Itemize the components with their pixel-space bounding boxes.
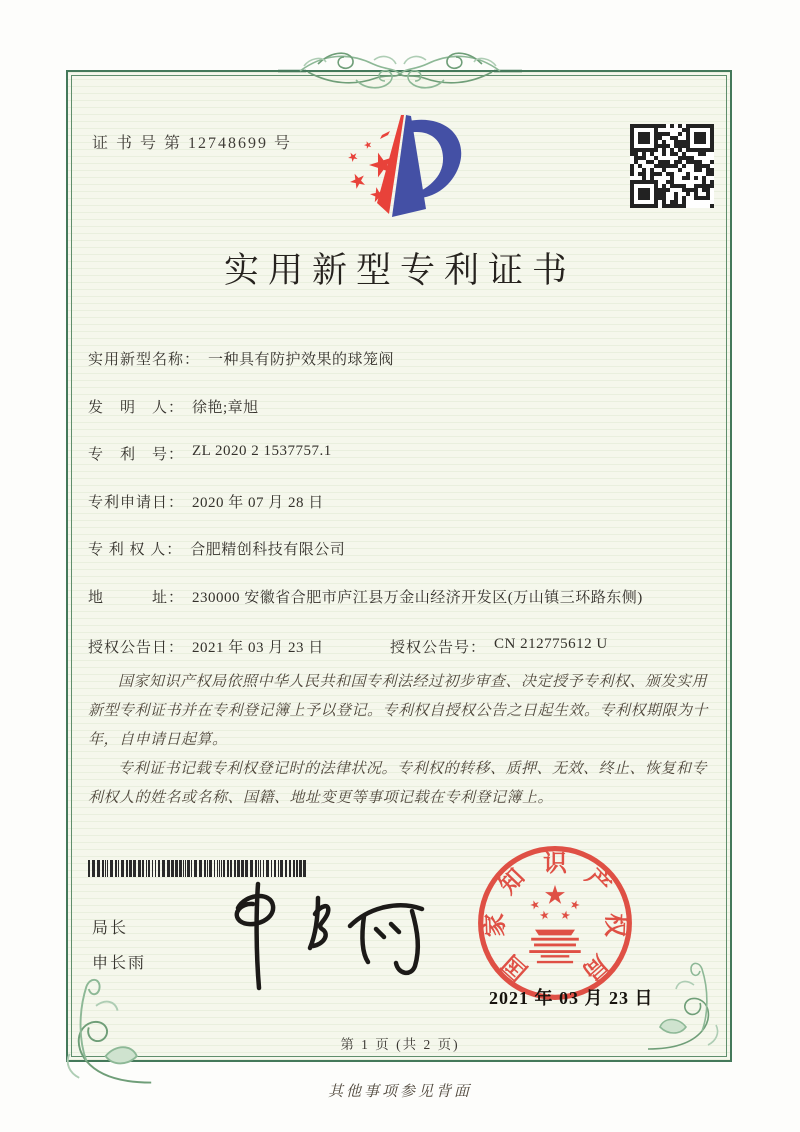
- cnipa-patent-logo-icon: [332, 108, 482, 232]
- legal-text: [88, 668, 718, 813]
- field-value: 徐艳;章旭: [192, 400, 259, 416]
- field-label: 地 址：: [88, 590, 185, 606]
- national-ip-office-seal-icon: [474, 842, 636, 1004]
- page-number: 第 1 页 (共 2 页): [340, 1037, 460, 1052]
- grant-number-pair: [390, 636, 608, 657]
- field-grant-row: [88, 636, 716, 657]
- field-patent-number: [88, 443, 716, 464]
- director-handwritten-signature-icon: [212, 876, 440, 994]
- barcode-icon: [88, 860, 312, 877]
- field-label: 发 明 人：: [88, 400, 185, 416]
- grant-number-value: CN 212775612 U: [494, 636, 608, 652]
- svg-text:国: 国: [497, 949, 534, 985]
- field-label: 实用新型名称：: [88, 352, 201, 368]
- field-value: 一种具有防护效果的球笼阀: [208, 352, 395, 368]
- grant-date-value: 2021 年 03 月 23 日: [192, 640, 324, 656]
- field-value: 230000 安徽省合肥市庐江县万金山经济开发区(万山镇三环路东侧): [192, 590, 643, 606]
- field-application-date: [88, 491, 716, 512]
- bottom-right-corner-ornament: [644, 946, 744, 1076]
- legal-paragraph-1: 国家知识产权局依照中华人民共和国专利法经过初步审查、决定授予专利权、颁发实用新型专利证书并在专利登记簿上予以登记。专利权自授权公告之日起生效。专利权期限为十年，自申请日起算。: [88, 674, 709, 748]
- svg-text:识: 识: [543, 850, 567, 877]
- signer-title: 局长: [92, 920, 129, 937]
- field-inventors: [88, 396, 716, 417]
- grant-date-label: 授权公告日：: [88, 640, 185, 656]
- back-side-note: 其他事项参见背面: [327, 1084, 472, 1100]
- field-label: 专 利 号：: [88, 447, 185, 463]
- national-emblem-icon: [529, 885, 581, 962]
- top-border-ornament: [278, 40, 522, 104]
- qr-code-icon: [630, 124, 714, 208]
- grant-number-label: 授权公告号：: [390, 640, 487, 656]
- field-utility-model-name: [88, 348, 716, 369]
- certificate-title: 实用新型专利证书: [223, 251, 576, 290]
- svg-text:知: 知: [494, 864, 531, 900]
- seal-date: 2021 年 03 月 23 日: [489, 988, 654, 1008]
- svg-text:家: 家: [482, 912, 510, 938]
- field-value: 2020 年 07 月 28 日: [192, 495, 324, 511]
- field-label: 专利申请日：: [88, 495, 185, 511]
- svg-text:局: 局: [576, 949, 613, 985]
- svg-text:权: 权: [600, 912, 628, 938]
- certificate-number: 证 书 号 第 12748699 号: [92, 135, 293, 152]
- legal-paragraph-2: 专利证书记载专利权登记时的法律状况。专利权的转移、质押、无效、终止、恢复和专利权人的姓名或名称、国籍、地址变更等事项记载在专利登记簿上。: [88, 760, 708, 806]
- field-address: [88, 586, 716, 612]
- field-value: 合肥精创科技有限公司: [190, 542, 346, 558]
- field-patentee: [88, 538, 716, 559]
- signer-name: 申长雨: [92, 955, 147, 972]
- field-value: ZL 2020 2 1537757.1: [192, 443, 332, 459]
- field-label: 专 利 权 人：: [88, 542, 183, 558]
- svg-text:产: 产: [579, 864, 616, 900]
